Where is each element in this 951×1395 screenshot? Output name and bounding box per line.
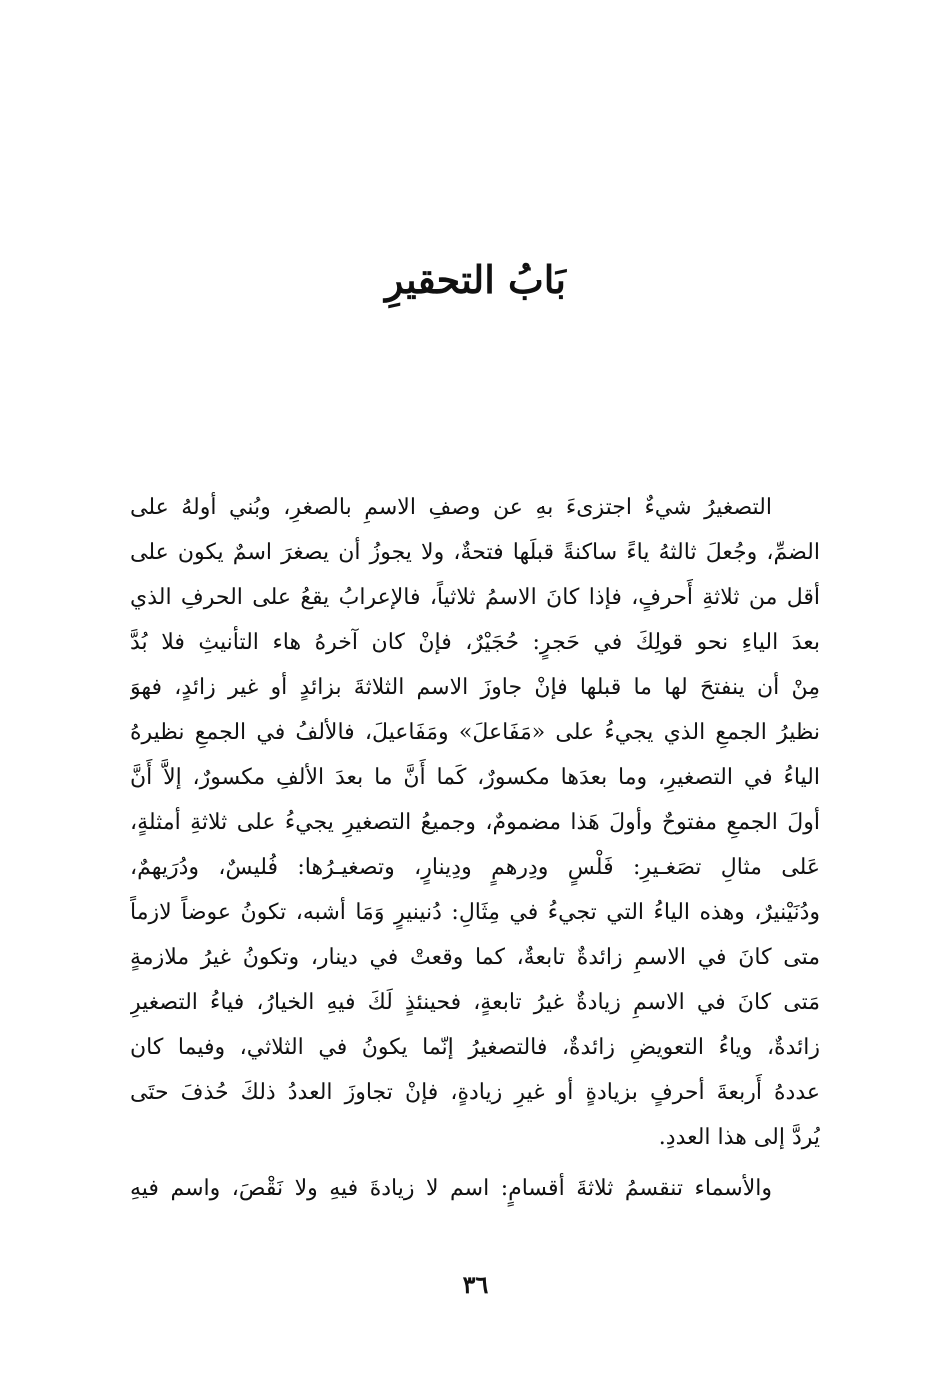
page-number: ٣٦ [462, 1270, 489, 1299]
body-text [130, 485, 820, 1211]
text-line: بعدَ الياءِ نحو قولِكَ في حَجرٍ: حُجَيْرٌ، فإنْ كان آخرهُ هاء التأنيثِ فلا بُدَّ [130, 630, 820, 655]
text-line: نظيرُ الجمعِ الذي يجيءُ على «مَفَاعلَ» ومَفَاعيلَ، فالألفُ في الجمعِ نظيرهُ [130, 720, 820, 745]
chapter-title: بَابُ التحقيرِ [385, 257, 566, 302]
text-line: عددهُ أَربعةَ أحرفٍ بزيادةٍ أو غيرِ زيادةٍ، فإنْ تجاوزَ العددُ ذلكَ حُذفَ حتَى [130, 1080, 820, 1105]
text-line: عَلى مثالِ تصَغـيرِ: فَلْسٍ ودِرهمٍ ودِينارٍ، وتصغيـرُها: فُليسٌ، ودُرَيهمٌ، [130, 855, 820, 880]
text-line: والأسماء تنقسمُ ثلاثةَ أقسامٍ: اسم لا زيادةَ فيهِ ولا نَقْصَ، واسم فيهِ [130, 1176, 772, 1201]
text-line: ودُنَيْنيرٌ، وهذه الياءُ التي تجيءُ في مِثَالِ: دُنينيرٍ وَمَا أشبه، تكونُ عوضاً لازماً [130, 900, 820, 925]
text-line: التصغيرُ شيءٌ اجتزىءَ بهِ عن وصفِ الاسمِ بالصغرِ، وبُني أولهُ على [130, 495, 772, 520]
text-line: الياءُ في التصغيرِ، وما بعدَها مكسورٌ، كَما أَنَّ ما بعدَ الألفِ مكسورٌ، إلاَّ أَنَّ [130, 765, 820, 790]
text-line: زائدةٌ، وياءُ التعويضِ زائدةٌ، فالتصغيرُ إنّما يكونُ في الثلاثي، وفيما كان [130, 1035, 820, 1060]
text-line: متى كانَ في الاسمِ زائدةٌ تابعةٌ، كما وقعتْ في دينار، وتكونُ غيرُ ملازمةٍ [130, 945, 820, 970]
text-line: مَتى كانَ في الاسمِ زيادةٌ غيرُ تابعةٍ، فحينئذٍ لَكَ فيهِ الخيارُ، فياءُ التصغيرِ [130, 990, 820, 1015]
text-line: مِنْ أن ينفتحَ لها ما قبلها فإنْ جاوزَ الاسم الثلاثةَ بزائدٍ أو غير زائدٍ، فهوَ [130, 675, 820, 700]
paragraph-2 [130, 1166, 820, 1211]
paragraph-1 [130, 485, 820, 1160]
text-line: يُردَّ إلى هذا العددِ. [658, 1125, 820, 1150]
text-line: أقل من ثلاثةِ أَحرفٍ، فإذا كانَ الاسمُ ثلاثياً، فالإعرابُ يقعُ على الحرفِ الذي [130, 585, 820, 610]
text-line: الضمِّ، وجُعلَ ثالثهُ ياءً ساكنةً قبلَها فتحةٌ، ولا يجوزُ أن يصغرَ اسمٌ يكون على [130, 540, 820, 565]
text-line: أولَ الجمعِ مفتوحٌ وأولَ هَذا مضمومٌ، وجميعُ التصغيرِ يجيءُ على ثلاثةِ أمثلةٍ، [130, 810, 820, 835]
